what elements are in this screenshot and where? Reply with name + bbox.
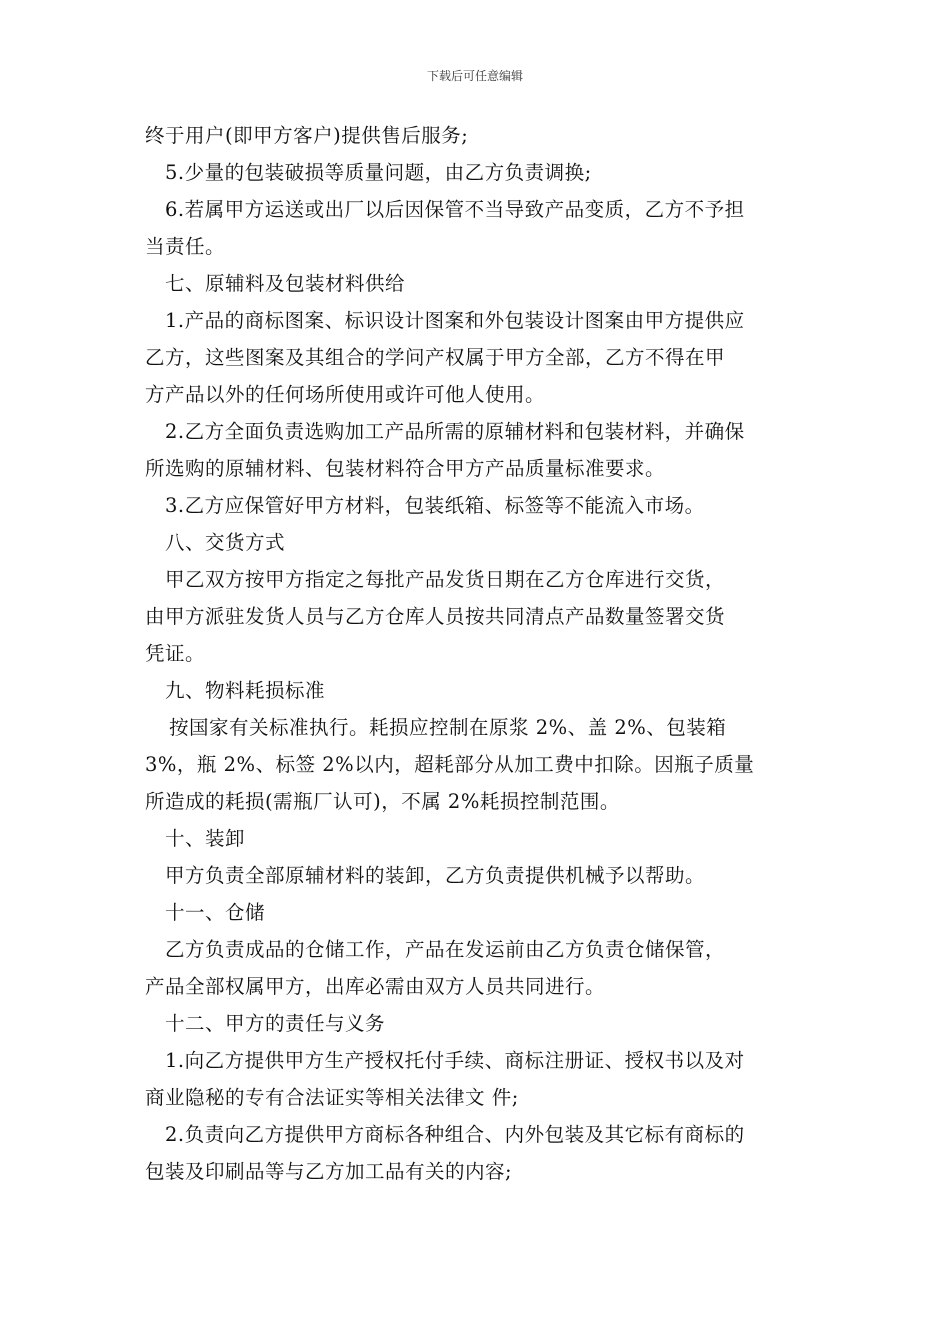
text-line: 十二、甲方的责任与义务 (165, 1012, 386, 1035)
page-header-note: 下载后可任意编辑 (426, 69, 523, 83)
text-line: 所选购的原辅材料、包装材料符合甲方产品质量标准要求。 (145, 457, 666, 480)
text-line: 3%，瓶 2%、标签 2%以内，超耗部分从加工费中扣除。因瓶子质量 (145, 753, 755, 776)
text-line: 由甲方派驻发货人员与乙方仓库人员按共同清点产品数量签署交货 (145, 605, 726, 628)
text-line: 所造成的耗损(需瓶厂认可)，不属 2%耗损控制范围。 (145, 790, 620, 813)
text-line: 商业隐秘的专有合法证实等相关法律文 件; (145, 1086, 519, 1109)
text-line: 乙方负责成品的仓储工作，产品在发运前由乙方负责仓储保管， (165, 938, 726, 961)
text-line: 5.少量的包装破损等质量问题，由乙方负责调换; (165, 161, 592, 184)
text-line: 6.若属甲方运送或出厂以后因保管不当导致产品变质，乙方不予担 (165, 198, 745, 221)
text-line: 按国家有关标准执行。耗损应控制在原浆 2%、盖 2%、包装箱 (169, 716, 727, 739)
text-line: 1.产品的商标图案、标识设计图案和外包装设计图案由甲方提供应 (165, 309, 745, 332)
document-body (145, 117, 810, 1190)
text-line: 十一、仓储 (165, 901, 266, 924)
text-line: 甲乙双方按甲方指定之每批产品发货日期在乙方仓库进行交货， (165, 568, 726, 591)
text-line: 当责任。 (145, 235, 226, 258)
text-line: 3.乙方应保管好甲方材料，包装纸箱、标签等不能流入市场。 (165, 494, 705, 517)
text-line: 终于用户(即甲方客户)提供售后服务; (145, 124, 469, 147)
text-line: 凭证。 (145, 642, 206, 665)
text-line: 七、原辅料及包装材料供给 (165, 272, 406, 295)
text-line: 方产品以外的任何场所使用或许可他人使用。 (145, 383, 546, 406)
text-line: 1.向乙方提供甲方生产授权托付手续、商标注册证、授权书以及对 (165, 1049, 745, 1072)
text-line: 2.负责向乙方提供甲方商标各种组合、内外包装及其它标有商标的 (165, 1123, 745, 1146)
text-line: 甲方负责全部原辅材料的装卸，乙方负责提供机械予以帮助。 (165, 864, 706, 887)
text-line: 包装及印刷品等与乙方加工品有关的内容; (145, 1160, 513, 1183)
text-line: 九、物料耗损标准 (165, 679, 326, 702)
text-line: 八、交货方式 (165, 531, 286, 554)
text-line: 十、装卸 (165, 827, 246, 850)
text-line: 产品全部权属甲方，出库必需由双方人员共同进行。 (145, 975, 606, 998)
text-line: 2.乙方全面负责选购加工产品所需的原辅材料和包装材料，并确保 (165, 420, 745, 443)
text-line: 乙方，这些图案及其组合的学问产权属于甲方全部，乙方不得在甲 (145, 346, 726, 369)
